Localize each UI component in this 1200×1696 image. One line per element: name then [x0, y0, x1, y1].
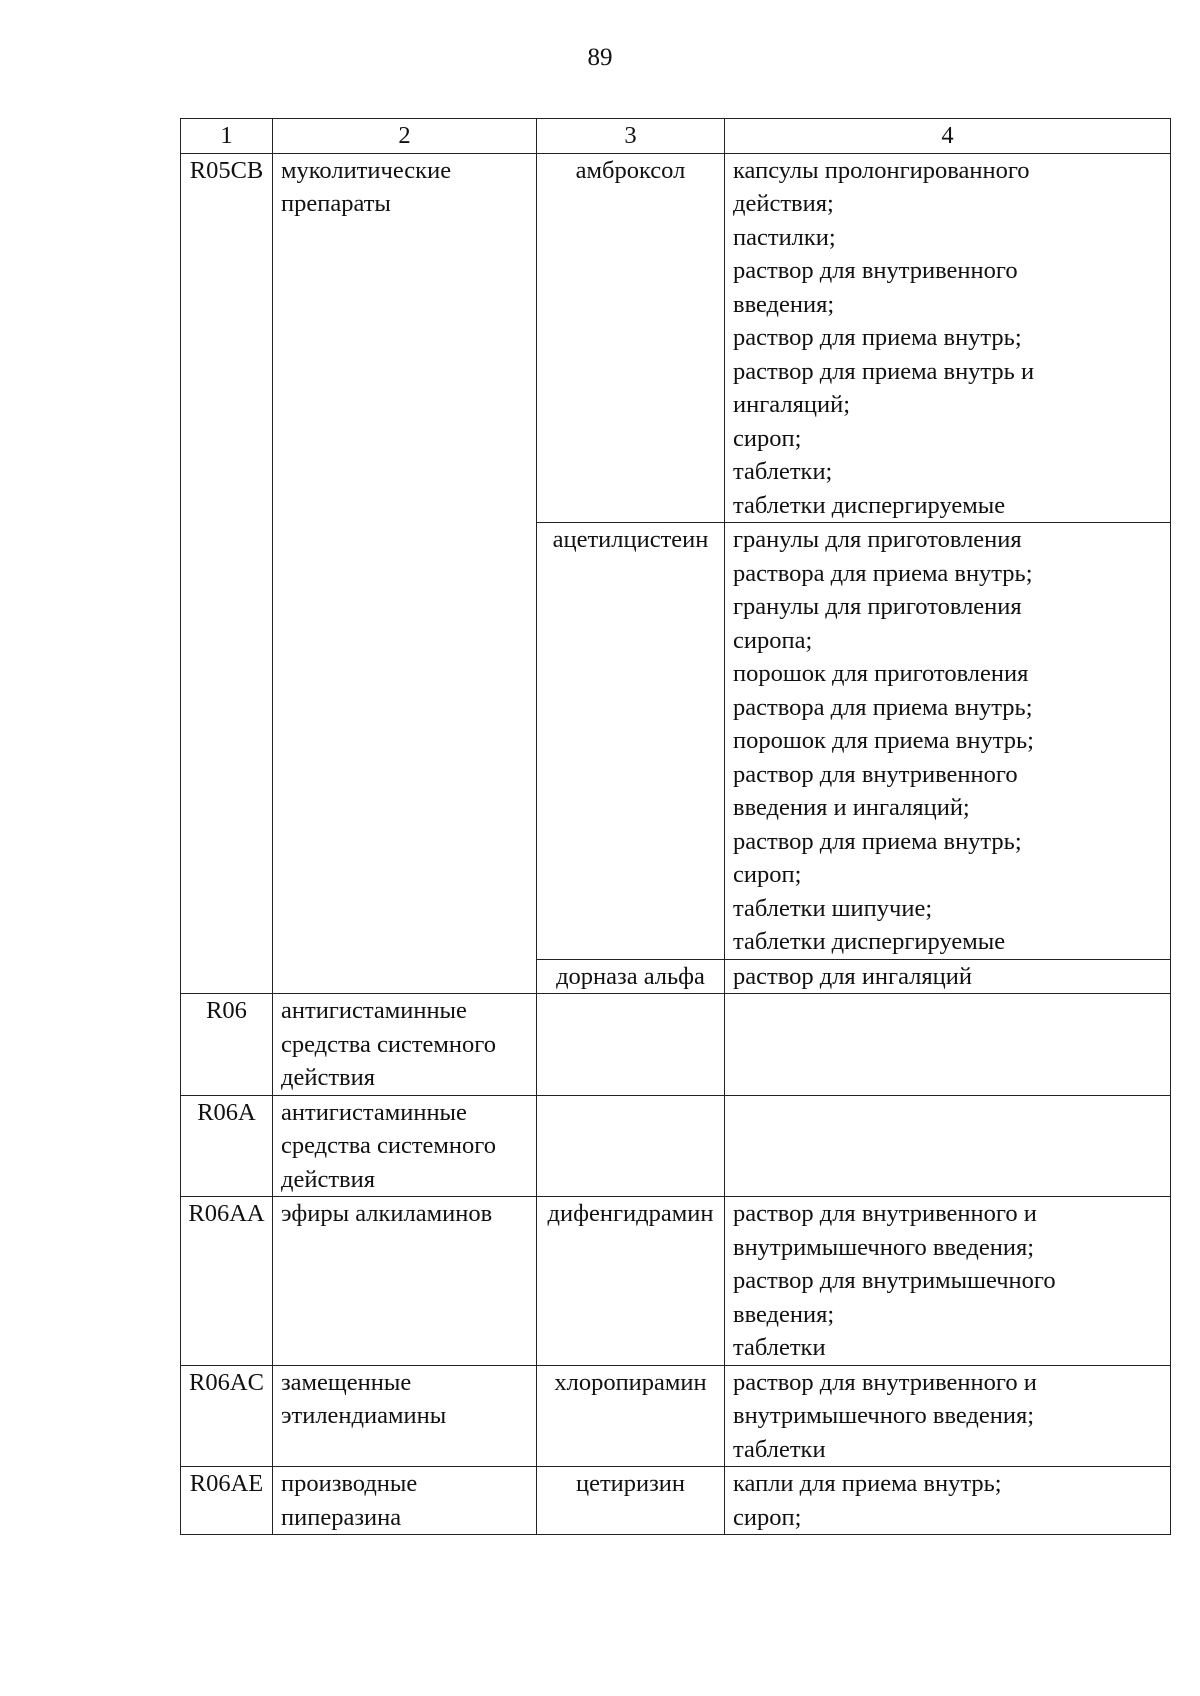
dosage-form-line: капсулы пролонгированного	[733, 156, 1030, 184]
table-row	[181, 1095, 1171, 1197]
dosage-forms-cell	[725, 959, 1171, 994]
dosage-forms-cell	[725, 994, 1171, 1096]
dosage-form-line: раствор для ингаляций	[733, 962, 973, 990]
table-row	[181, 994, 1171, 1096]
dosage-form-line: действия;	[733, 190, 834, 217]
atc-code-cell: R06AE	[181, 1467, 273, 1535]
drug-table	[180, 118, 1171, 1535]
dosage-form-line: раствор для приема внутрь;	[733, 827, 1022, 855]
table-row	[181, 1197, 1171, 1366]
dosage-form-line: таблетки;	[733, 458, 833, 485]
dosage-form-line: раствор для внутривенного и	[733, 1368, 1037, 1396]
dosage-form-line: раствора для приема внутрь;	[733, 559, 1033, 587]
substance-cell: ацетилцистеин	[537, 523, 725, 960]
dosage-form-line: гранулы для приготовления	[733, 526, 1022, 553]
atc-code-cell: R06A	[181, 1095, 273, 1197]
header-cell: 3	[537, 119, 725, 154]
group-name-line: этилендиамины	[281, 1402, 447, 1429]
group-name-cell	[273, 1095, 537, 1197]
table-row	[181, 1365, 1171, 1467]
dosage-form-line: раствор для приема внутрь;	[733, 324, 1022, 351]
group-name-line: антигистаминные	[281, 997, 467, 1024]
group-name-cell	[273, 1197, 537, 1366]
dosage-form-line: сироп;	[733, 424, 802, 452]
group-name-line: замещенные	[281, 1368, 412, 1396]
dosage-forms-cell	[725, 1197, 1171, 1366]
dosage-form-line: сироп;	[733, 861, 802, 888]
dosage-form-line: таблетки диспергируемые	[733, 928, 1006, 955]
dosage-form-line: раствор для внутривенного и	[733, 1200, 1037, 1227]
dosage-form-line: капли для приема внутрь;	[733, 1470, 1002, 1497]
page-number: 89	[587, 44, 613, 71]
group-name-line: действия	[281, 1064, 375, 1091]
atc-code-cell: R05CB	[181, 153, 273, 994]
dosage-form-line: таблетки шипучие;	[733, 894, 933, 922]
group-name-cell	[273, 153, 537, 994]
header-cell: 1	[181, 119, 273, 154]
header-cell: 4	[725, 119, 1171, 154]
dosage-form-line: введения;	[733, 1300, 835, 1328]
substance-cell: дифенгидрамин	[537, 1197, 725, 1366]
group-name-line: антигистаминные	[281, 1098, 467, 1126]
dosage-form-line: раствор для внутривенного	[733, 257, 1018, 284]
atc-code-cell: R06AA	[181, 1197, 273, 1366]
dosage-form-line: раствора для приема внутрь;	[733, 693, 1033, 721]
group-name-line: муколитические	[281, 156, 452, 184]
substance-cell: цетиризин	[537, 1467, 725, 1535]
dosage-form-line: введения;	[733, 290, 835, 318]
dosage-form-line: таблетки диспергируемые	[733, 491, 1006, 519]
substance-cell: дорназа альфа	[537, 959, 725, 994]
group-name-line: эфиры алкиламинов	[281, 1200, 493, 1227]
group-name-cell	[273, 1365, 537, 1467]
dosage-form-line: раствор для внутривенного	[733, 760, 1018, 788]
group-name-line: производные	[281, 1470, 418, 1497]
substance-cell: хлоропирамин	[537, 1365, 725, 1467]
dosage-forms-cell	[725, 523, 1171, 960]
dosage-form-line: порошок для приема внутрь;	[733, 727, 1034, 754]
dosage-form-line: раствор для внутримышечного	[733, 1267, 1056, 1294]
dosage-form-line: сироп;	[733, 1503, 802, 1531]
dosage-form-line: таблетки	[733, 1435, 826, 1463]
group-name-line: средства системного	[281, 1030, 496, 1058]
dosage-form-line: введения и ингаляций;	[733, 794, 970, 821]
atc-code-cell: R06	[181, 994, 273, 1096]
substance-cell	[537, 994, 725, 1096]
substance-cell	[537, 1095, 725, 1197]
dosage-forms-cell	[725, 1467, 1171, 1535]
header-row	[181, 119, 1171, 154]
dosage-form-line: гранулы для приготовления	[733, 593, 1022, 620]
substance-cell: амброксол	[537, 153, 725, 523]
table-row	[181, 153, 1171, 523]
dosage-forms-cell	[725, 1365, 1171, 1467]
dosage-form-line: внутримышечного введения;	[733, 1402, 1035, 1429]
group-name-line: препараты	[281, 190, 391, 217]
dosage-forms-cell	[725, 153, 1171, 523]
dosage-form-line: внутримышечного введения;	[733, 1233, 1035, 1261]
dosage-form-line: ингаляций;	[733, 391, 850, 418]
group-name-line: пиперазина	[281, 1503, 402, 1531]
group-name-cell	[273, 994, 537, 1096]
dosage-form-line: раствор для приема внутрь и	[733, 357, 1035, 385]
dosage-form-line: сиропа;	[733, 626, 813, 654]
dosage-form-line: таблетки	[733, 1334, 826, 1361]
table-row	[181, 1467, 1171, 1535]
atc-code-cell: R06AC	[181, 1365, 273, 1467]
dosage-form-line: порошок для приготовления	[733, 660, 1029, 687]
header-cell: 2	[273, 119, 537, 154]
dosage-form-line: пастилки;	[733, 223, 836, 251]
group-name-cell	[273, 1467, 537, 1535]
group-name-line: средства системного	[281, 1132, 496, 1159]
group-name-line: действия	[281, 1165, 375, 1193]
dosage-forms-cell	[725, 1095, 1171, 1197]
